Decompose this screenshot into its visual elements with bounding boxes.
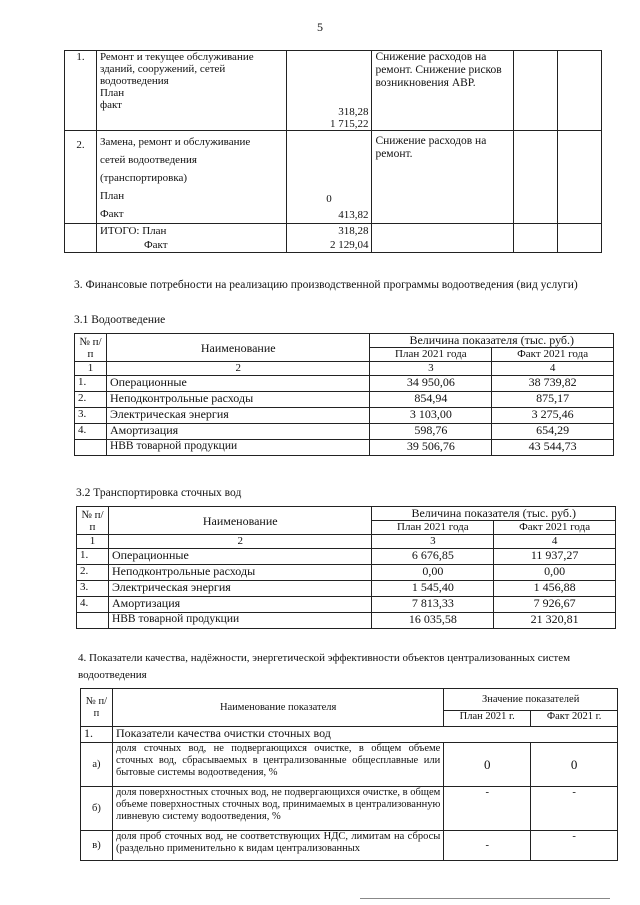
work-effect: Снижение расходов на ремонт. — [372, 131, 514, 224]
header-name: Наименование — [106, 334, 370, 362]
header-fact: Факт 2021 г. — [531, 711, 618, 727]
header-plan: План 2021 года — [372, 521, 494, 535]
table-row: 4. Амортизация 598,76 654,29 — [75, 424, 614, 440]
section-3-2-title: 3.2 Транспортировка сточных вод — [76, 487, 242, 499]
work-name: ИТОГО: План Факт — [96, 224, 286, 253]
index-row: 1 2 3 4 — [77, 535, 616, 549]
header-fact: Факт 2021 года — [492, 348, 614, 362]
header-name: Наименование показателя — [112, 689, 443, 727]
index-row: 1 2 3 4 — [75, 362, 614, 376]
header-plan: План 2021 года — [370, 348, 492, 362]
table-header-row — [81, 689, 618, 711]
works-table — [64, 50, 602, 253]
table-row: 2. Неподконтрольные расходы 854,94 875,17 — [75, 392, 614, 408]
page-bottom-rule — [360, 898, 610, 899]
header-fact: Факт 2021 года — [494, 521, 616, 535]
work-effect: Снижение расходов на ремонт. Снижение рисков возникновения АВР. — [372, 51, 514, 131]
header-value: Значение показателей — [444, 689, 618, 711]
table-row: 4. Амортизация 7 813,33 7 926,67 — [77, 597, 616, 613]
table-quality-indicators — [80, 688, 618, 861]
table-row-total: НВВ товарной продукции 39 506,76 43 544,73 — [75, 440, 614, 456]
table-row — [65, 224, 602, 253]
work-cost: 318,28 2 129,04 — [286, 224, 372, 253]
row-number: 1. — [65, 51, 97, 131]
work-name: Замена, ремонт и обслуживание сетей водоотведения (транспортировка) План Факт — [96, 131, 286, 224]
row-number: 2. — [65, 131, 97, 224]
table-row: в) доля проб сточных вод, не соответствующих НДС, лимитам на сбросы (раздельно применительно к видам централизованных - - — [81, 831, 618, 861]
table-wastewater — [74, 333, 614, 456]
table-row: 1. Операционные 6 676,85 11 937,27 — [77, 549, 616, 565]
table-row: б) доля поверхностных сточных вод, не подвергающихся очистке, в общем объеме поверхностных сточных вод, принимаемых в централизованную ливневую систему водоотведения, % - - — [81, 787, 618, 831]
section-3-1-title: 3.1 Водоотведение — [74, 314, 166, 326]
page-number: 5 — [317, 20, 323, 34]
header-number: № п/п — [77, 507, 109, 535]
table-wastewater-transport — [76, 506, 616, 629]
table-header-row — [75, 334, 614, 348]
header-value: Величина показателя (тыс. руб.) — [370, 334, 614, 348]
header-number: № п/п — [75, 334, 107, 362]
work-name: Ремонт и текущее обслуживание зданий, сооружений, сетей водоотведения План факт — [96, 51, 286, 131]
header-name: Наименование — [108, 507, 372, 535]
work-cost: 0 413,82 — [286, 131, 372, 224]
section-3-title: 3. Финансовые потребности на реализацию производственной программы водоотведения (вид услуги) — [74, 279, 578, 291]
section-4-title: 4. Показатели качества, надёжности, энергетической эффективности объектов централизованных систем водоотведения — [78, 652, 571, 681]
table-header-row — [77, 507, 616, 521]
table-row: 1. Операционные 34 950,06 38 739,82 — [75, 376, 614, 392]
header-value: Величина показателя (тыс. руб.) — [372, 507, 616, 521]
table-row-total: НВВ товарной продукции 16 035,58 21 320,81 — [77, 613, 616, 629]
table-row: а) доля сточных вод, не подвергающихся очистке, в общем объеме сточных вод, сбрасываемых в централизованные общесплавные или бытовые системы водоотведения, % 0 0 — [81, 743, 618, 787]
table-row: 3. Электрическая энергия 1 545,40 1 456,88 — [77, 581, 616, 597]
table-row — [65, 51, 602, 131]
table-row: 3. Электрическая энергия 3 103,00 3 275,46 — [75, 408, 614, 424]
header-plan: План 2021 г. — [444, 711, 531, 727]
header-number: № п/п — [81, 689, 113, 727]
group-row: 1. Показатели качества очистки сточных вод — [81, 727, 618, 743]
table-row: 2. Неподконтрольные расходы 0,00 0,00 — [77, 565, 616, 581]
work-cost: 318,28 1 715,22 — [286, 51, 372, 131]
table-row — [65, 131, 602, 224]
